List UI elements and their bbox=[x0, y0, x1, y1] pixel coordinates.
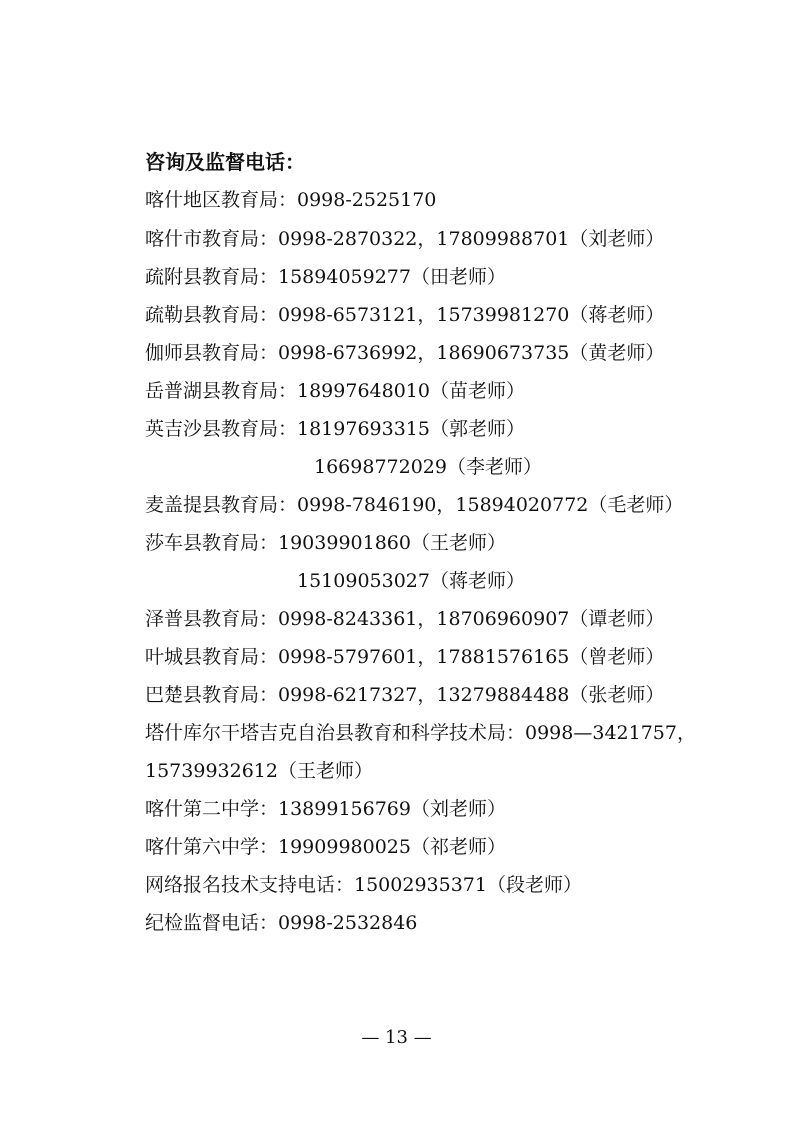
contact-line-yuepuhu: 岳普湖县教育局：18997648010（苗老师） bbox=[145, 380, 525, 402]
contact-line-kashgar-city: 喀什市教育局：0998-2870322，17809988701（刘老师） bbox=[145, 228, 665, 250]
contact-line-yingjisha-alt: 16698772029（李老师） bbox=[314, 456, 542, 478]
contact-line-yecheng: 叶城县教育局：0998-5797601，17881576165（曾老师） bbox=[145, 646, 665, 668]
contact-line-maigaiti: 麦盖提县教育局：0998-7846190，15894020772（毛老师） bbox=[145, 494, 684, 516]
contact-line-tashkurgan: 塔什库尔干塔吉克自治县教育和科学技术局：0998—3421757， bbox=[145, 722, 696, 744]
contact-line-tech-support: 网络报名技术支持电话：15002935371（段老师） bbox=[145, 874, 582, 896]
contact-line-jiashi: 伽师县教育局：0998-6736992，18690673735（黄老师） bbox=[145, 342, 665, 364]
contact-line-shule: 疏勒县教育局：0998-6573121，15739981270（蒋老师） bbox=[145, 304, 665, 326]
contact-line-tashkurgan-cont: 15739932612（王老师） bbox=[145, 760, 373, 782]
contact-line-yingjisha: 英吉沙县教育局：18197693315（郭老师） bbox=[145, 418, 525, 440]
contact-line-shufu: 疏附县教育局：15894059277（田老师） bbox=[145, 266, 506, 288]
contact-line-kashgar-no6-school: 喀什第六中学：19909980025（祁老师） bbox=[145, 836, 506, 858]
section-heading: 咨询及监督电话： bbox=[145, 150, 305, 174]
page-number: — 13 — bbox=[361, 1027, 432, 1048]
contact-line-kashgar-no2-school: 喀什第二中学：13899156769（刘老师） bbox=[145, 798, 506, 820]
contact-line-bachu: 巴楚县教育局：0998-6217327，13279884488（张老师） bbox=[145, 684, 665, 706]
contact-line-shache: 莎车县教育局：19039901860（王老师） bbox=[145, 532, 506, 554]
contact-line-zepu: 泽普县教育局：0998-8243361，18706960907（谭老师） bbox=[145, 608, 665, 630]
contact-line-discipline-supervision: 纪检监督电话：0998-2532846 bbox=[145, 912, 418, 934]
contact-line-shache-alt: 15109053027（蒋老师） bbox=[297, 570, 525, 592]
contact-line-kashgar-prefecture: 喀什地区教育局：0998-2525170 bbox=[145, 189, 437, 211]
